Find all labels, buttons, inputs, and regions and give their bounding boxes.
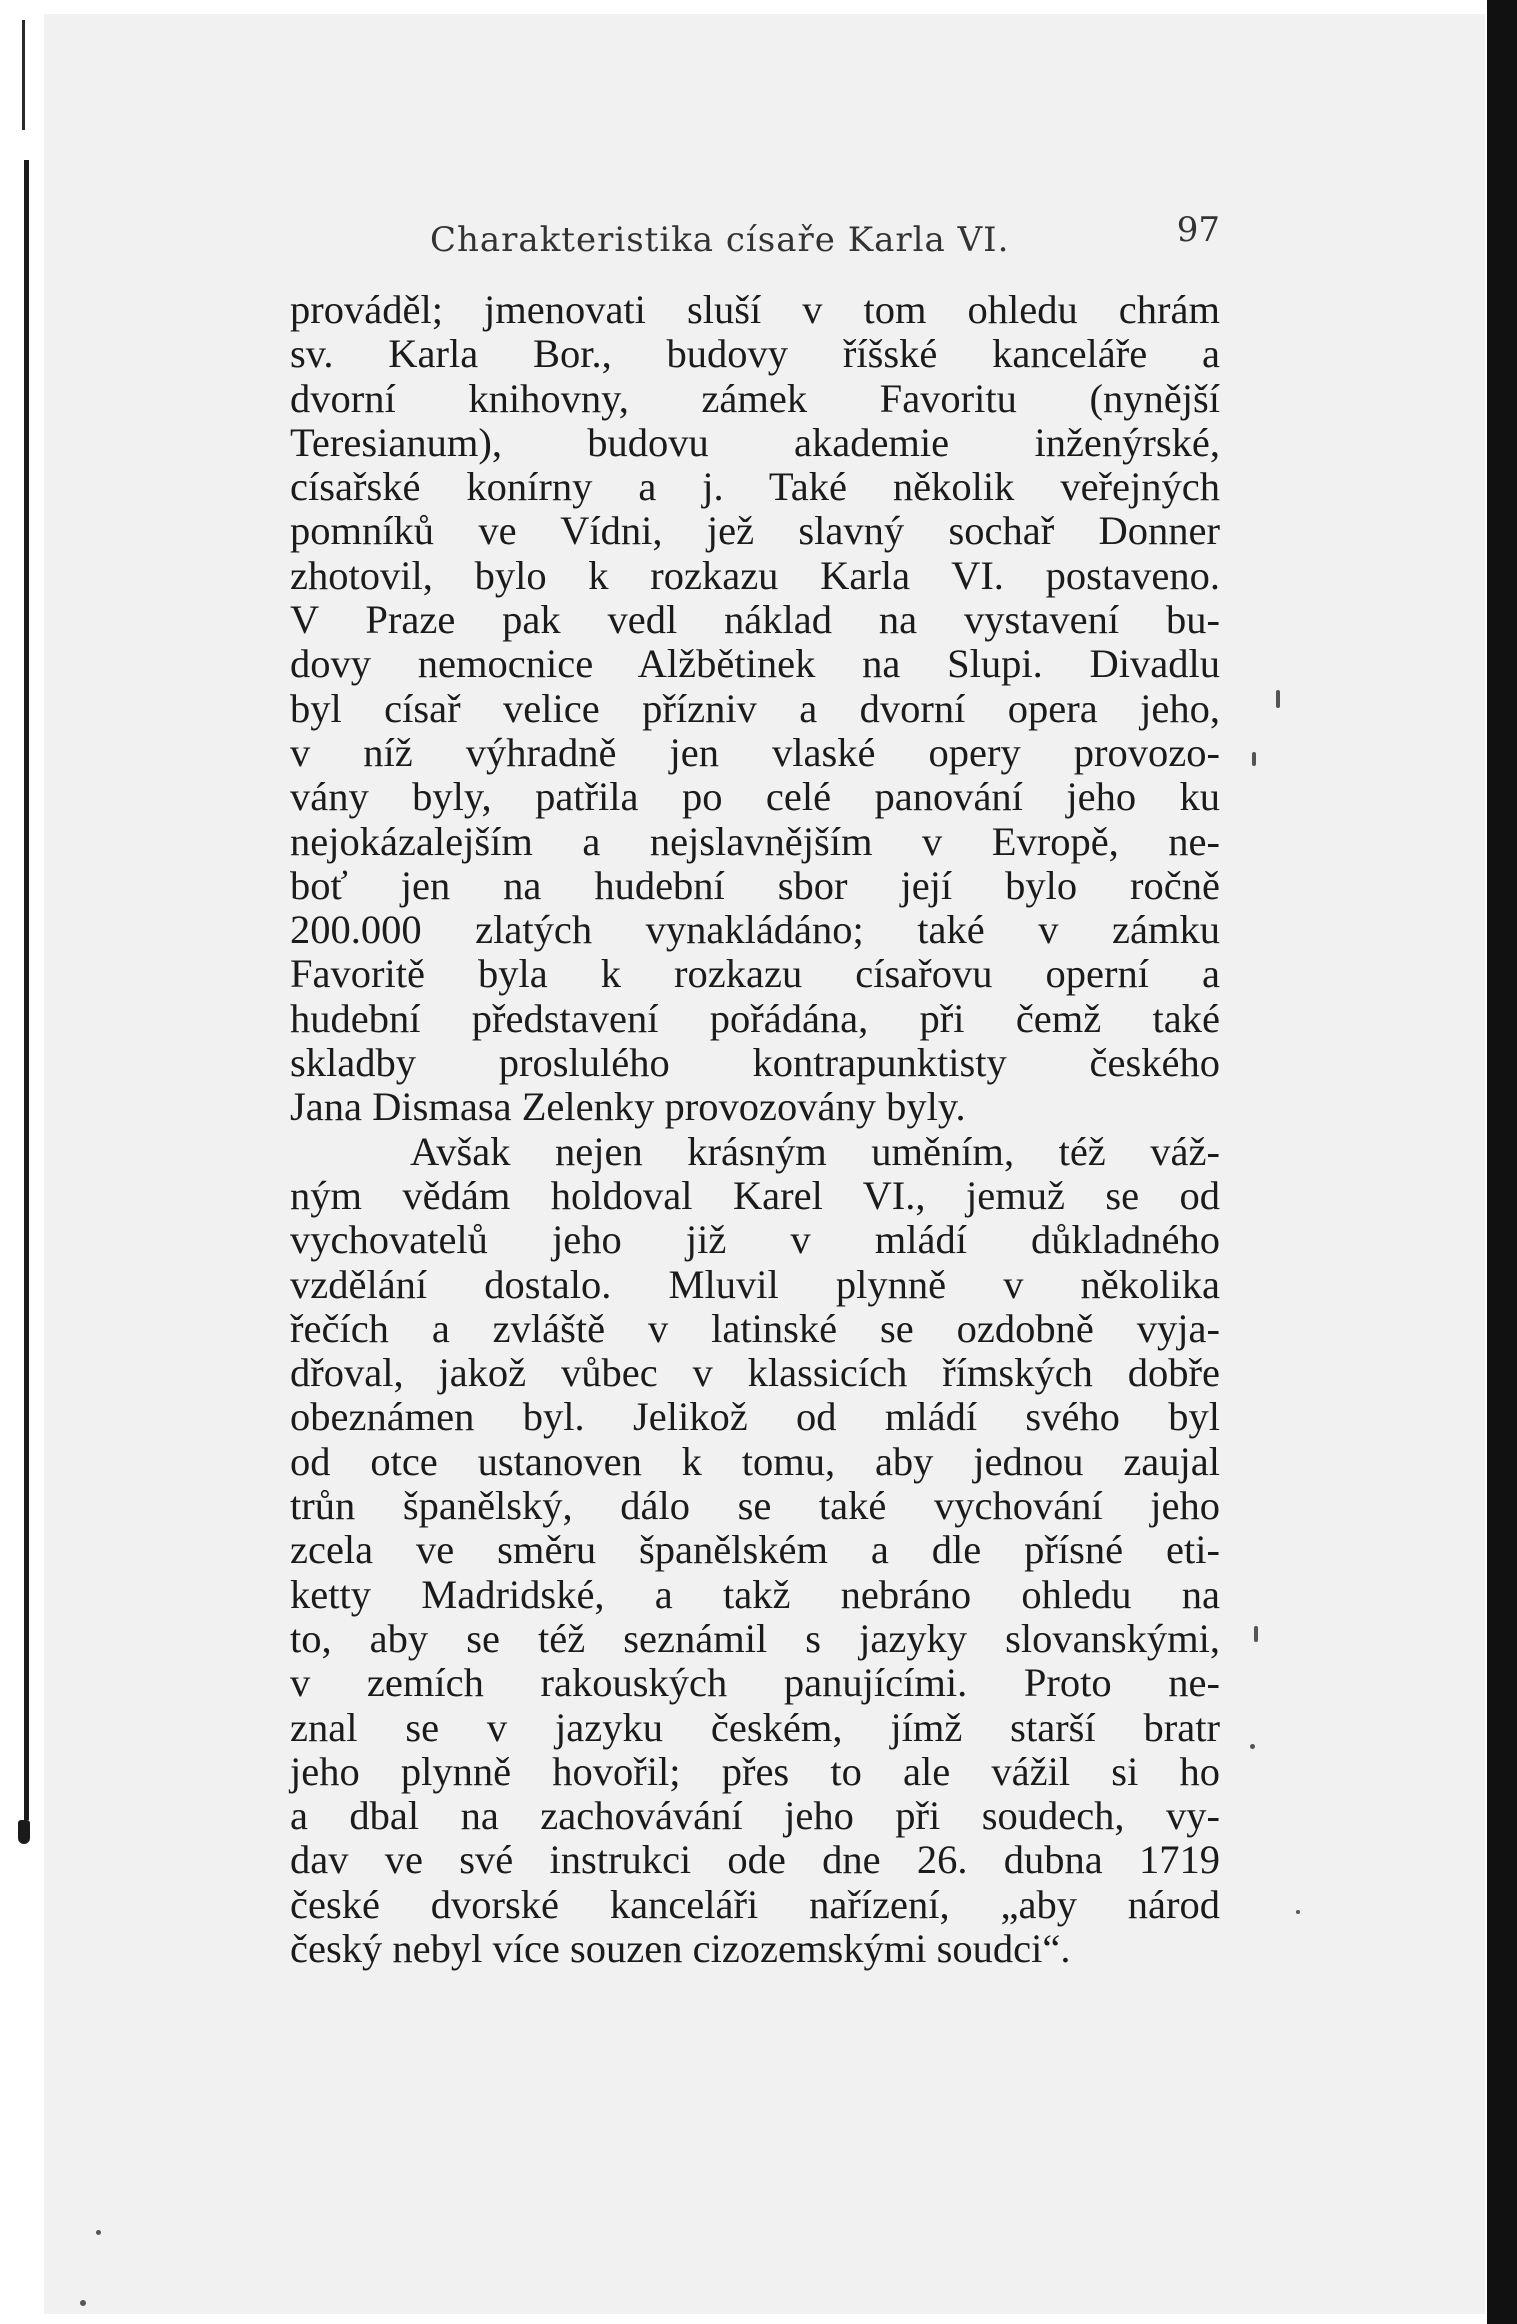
- text-line: Jana Dismasa Zelenky provozovány byly.: [290, 1084, 966, 1130]
- text-line: ným vědám holdoval Karel VI., jemuž se od: [290, 1172, 1220, 1218]
- page-header: [290, 210, 1220, 260]
- scan-speck: [96, 2230, 101, 2235]
- text-line: v zemích rakouských panujícími. Proto ne-: [290, 1660, 1220, 1706]
- text-line: V Praze pak vedl náklad na vystavení bu-: [290, 597, 1220, 643]
- text-line: v níž výhradně jen vlaské opery provozo-: [290, 729, 1220, 775]
- scan-left-margin: [0, 0, 44, 2324]
- text-line: byl císař velice přízniv a dvorní opera jeho,: [290, 685, 1220, 731]
- text-line: znal se v jazyku českém, jímž starší bratr: [290, 1704, 1220, 1750]
- binding-edge-top: [22, 20, 25, 130]
- text-line: dřoval, jakož vůbec v klassicích římských dobře: [290, 1350, 1220, 1396]
- body-text: [290, 288, 1220, 1971]
- scan-speck: [80, 2300, 86, 2306]
- text-line: skladby proslulého kontrapunktisty českého: [290, 1040, 1220, 1086]
- text-line: to, aby se též seznámil s jazyky slovanskými,: [290, 1615, 1220, 1661]
- text-line: pomníků ve Vídni, jež slavný sochař Donner: [290, 508, 1220, 554]
- text-line: obeznámen byl. Jelikož od mládí svého byl: [290, 1394, 1220, 1440]
- scan-speck: [1252, 752, 1256, 766]
- scan-speck: [1250, 1744, 1255, 1749]
- text-line: český nebyl více souzen cizozemskými soudci“.: [290, 1925, 1071, 1971]
- text-line: císařské konírny a j. Také několik veřejných: [290, 464, 1220, 510]
- text-line: od otce ustanoven k tomu, aby jednou zaujal: [290, 1438, 1220, 1484]
- running-head: Charakteristika císaře Karla VI.: [430, 220, 1010, 260]
- paragraph-2: [290, 1130, 1220, 1972]
- text-line: dvorní knihovny, zámek Favoritu (nynější: [290, 375, 1220, 421]
- scan-speck: [1276, 690, 1280, 708]
- text-line: české dvorské kanceláři nařízení, „aby národ: [290, 1881, 1220, 1927]
- page-number: 97: [1176, 210, 1220, 250]
- text-line: Favoritě byla k rozkazu císařovu operní a: [290, 951, 1220, 997]
- text-line: řečích a zvláště v latinské se ozdobně vyja-: [290, 1305, 1220, 1351]
- text-line: trůn španělský, dálo se také vychování jeho: [290, 1483, 1220, 1529]
- text-line: vány byly, patřila po celé panování jeho ku: [290, 774, 1220, 820]
- text-line: Avšak nejen krásným uměním, též váž-: [410, 1128, 1220, 1174]
- text-line: zcela ve směru španělském a dle přísné eti-: [290, 1527, 1220, 1573]
- text-line: hudební představení pořádána, při čemž také: [290, 995, 1220, 1041]
- text-line: jeho plynně hovořil; přes to ale vážil si ho: [290, 1748, 1220, 1794]
- text-line: ketty Madridské, a takž nebráno ohledu na: [290, 1571, 1220, 1617]
- text-line: vychovatelů jeho již v mládí důkladného: [290, 1217, 1220, 1263]
- text-line: nejokázalejším a nejslavnějším v Evropě, ne-: [290, 818, 1220, 864]
- text-line: dovy nemocnice Alžbětinek na Slupi. Divadlu: [290, 641, 1220, 687]
- text-line: Teresianum), budovu akademie inženýrské,: [290, 419, 1220, 465]
- text-line: vzdělání dostalo. Mluvil plynně v několika: [290, 1261, 1220, 1307]
- text-line: 200.000 zlatých vynakládáno; také v zámku: [290, 907, 1220, 953]
- paragraph-1: [290, 288, 1220, 1130]
- text-line: a dbal na zachovávání jeho při soudech, vy-: [290, 1793, 1220, 1839]
- text-line: dav ve své instrukci ode dne 26. dubna 1719: [290, 1837, 1220, 1883]
- text-line: boť jen na hudební sbor její bylo ročně: [290, 862, 1220, 908]
- scan-right-border: [1487, 0, 1517, 2324]
- binding-edge: [24, 160, 29, 1820]
- scan-speck: [1296, 1910, 1300, 1914]
- text-line: zhotovil, bylo k rozkazu Karla VI. postaveno.: [290, 552, 1220, 598]
- text-line: prováděl; jmenovati sluší v tom ohledu chrám: [290, 287, 1220, 332]
- binding-mark: [18, 1820, 30, 1844]
- scan-speck: [1254, 1626, 1258, 1642]
- text-line: sv. Karla Bor., budovy říšské kanceláře a: [290, 331, 1220, 377]
